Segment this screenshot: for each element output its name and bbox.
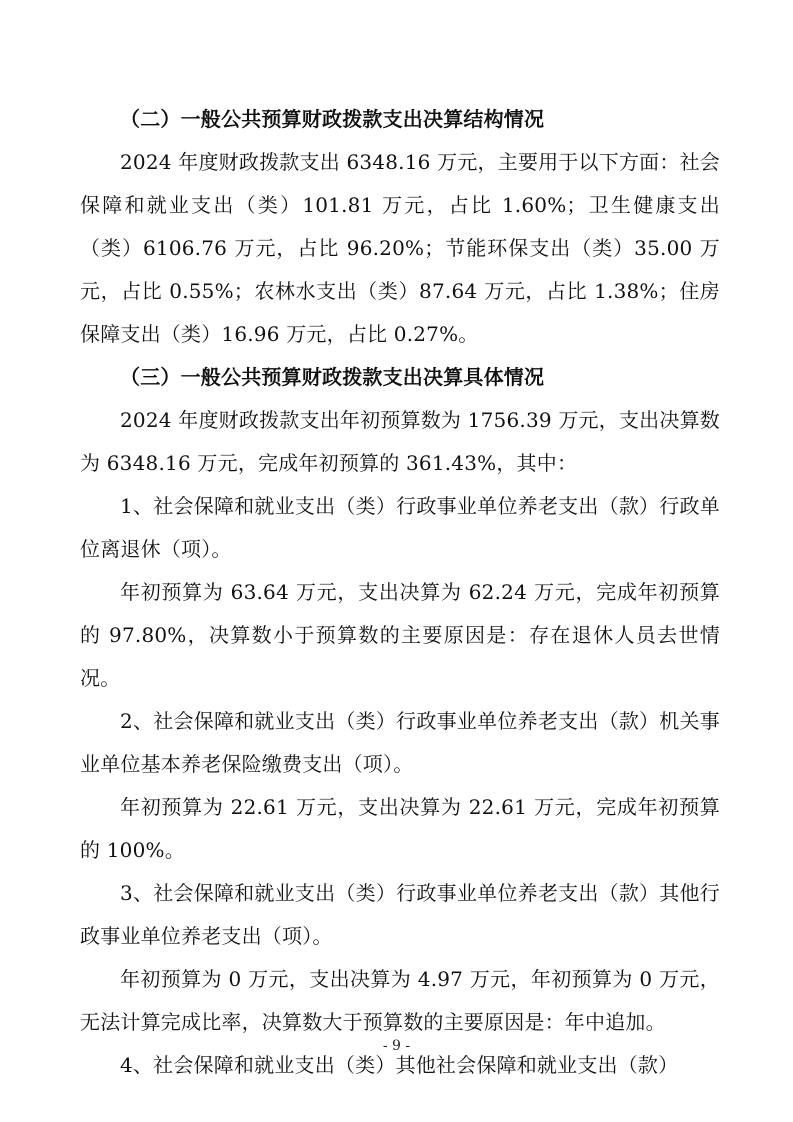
section-heading-details: （三）一般公共预算财政拨款支出决算具体情况 [120, 365, 545, 389]
paragraph-item-1-title: 1、社会保障和就业支出（类）行政事业单位养老支出（款）行政单位离退休（项）。 [80, 494, 720, 561]
section-heading-structure: （二）一般公共预算财政拨款支出决算结构情况 [120, 107, 545, 131]
paragraph-item-3-title: 3、社会保障和就业支出（类）行政事业单位养老支出（款）其他行政事业单位养老支出（项）。 [80, 881, 720, 948]
paragraph-item-2-detail: 年初预算为 22.61 万元，支出决算为 22.61 万元，完成年初预算的 100%。 [80, 795, 720, 862]
paragraph-item-2-title: 2、社会保障和就业支出（类）行政事业单位养老支出（款）机关事业单位基本养老保险缴费支出（项）。 [80, 709, 720, 776]
paragraph-structure-summary: 2024 年度财政拨款支出 6348.16 万元，主要用于以下方面：社会保障和就业支出（类）101.81 万元，占比 1.60%；卫生健康支出（类）6106.76 万元，占比 96.20%；节能环保支出（类）35.00 万元，占比 0.55%；农林水支出（类）87.64 万元，占比 1.38%；住房保障支出（类）16.96 万元，占比 0.27%。 [80, 150, 720, 346]
document-body [80, 98, 720, 1087]
paragraph-item-4-title: 4、社会保障和就业支出（类）其他社会保障和就业支出（款） [120, 1053, 679, 1077]
page-number: - 9 - [382, 1038, 411, 1054]
paragraph-item-1-detail: 年初预算为 63.64 万元，支出决算为 62.24 万元，完成年初预算的 97.80%，决算数小于预算数的主要原因是：存在退休人员去世情况。 [80, 580, 720, 690]
paragraph-item-3-detail: 年初预算为 0 万元，支出决算为 4.97 万元，年初预算为 0 万元，无法计算完成比率，决算数大于预算数的主要原因是：年中追加。 [80, 967, 720, 1034]
paragraph-details-summary: 2024 年度财政拨款支出年初预算数为 1756.39 万元，支出决算数为 6348.16 万元，完成年初预算的 361.43%，其中： [80, 408, 720, 475]
